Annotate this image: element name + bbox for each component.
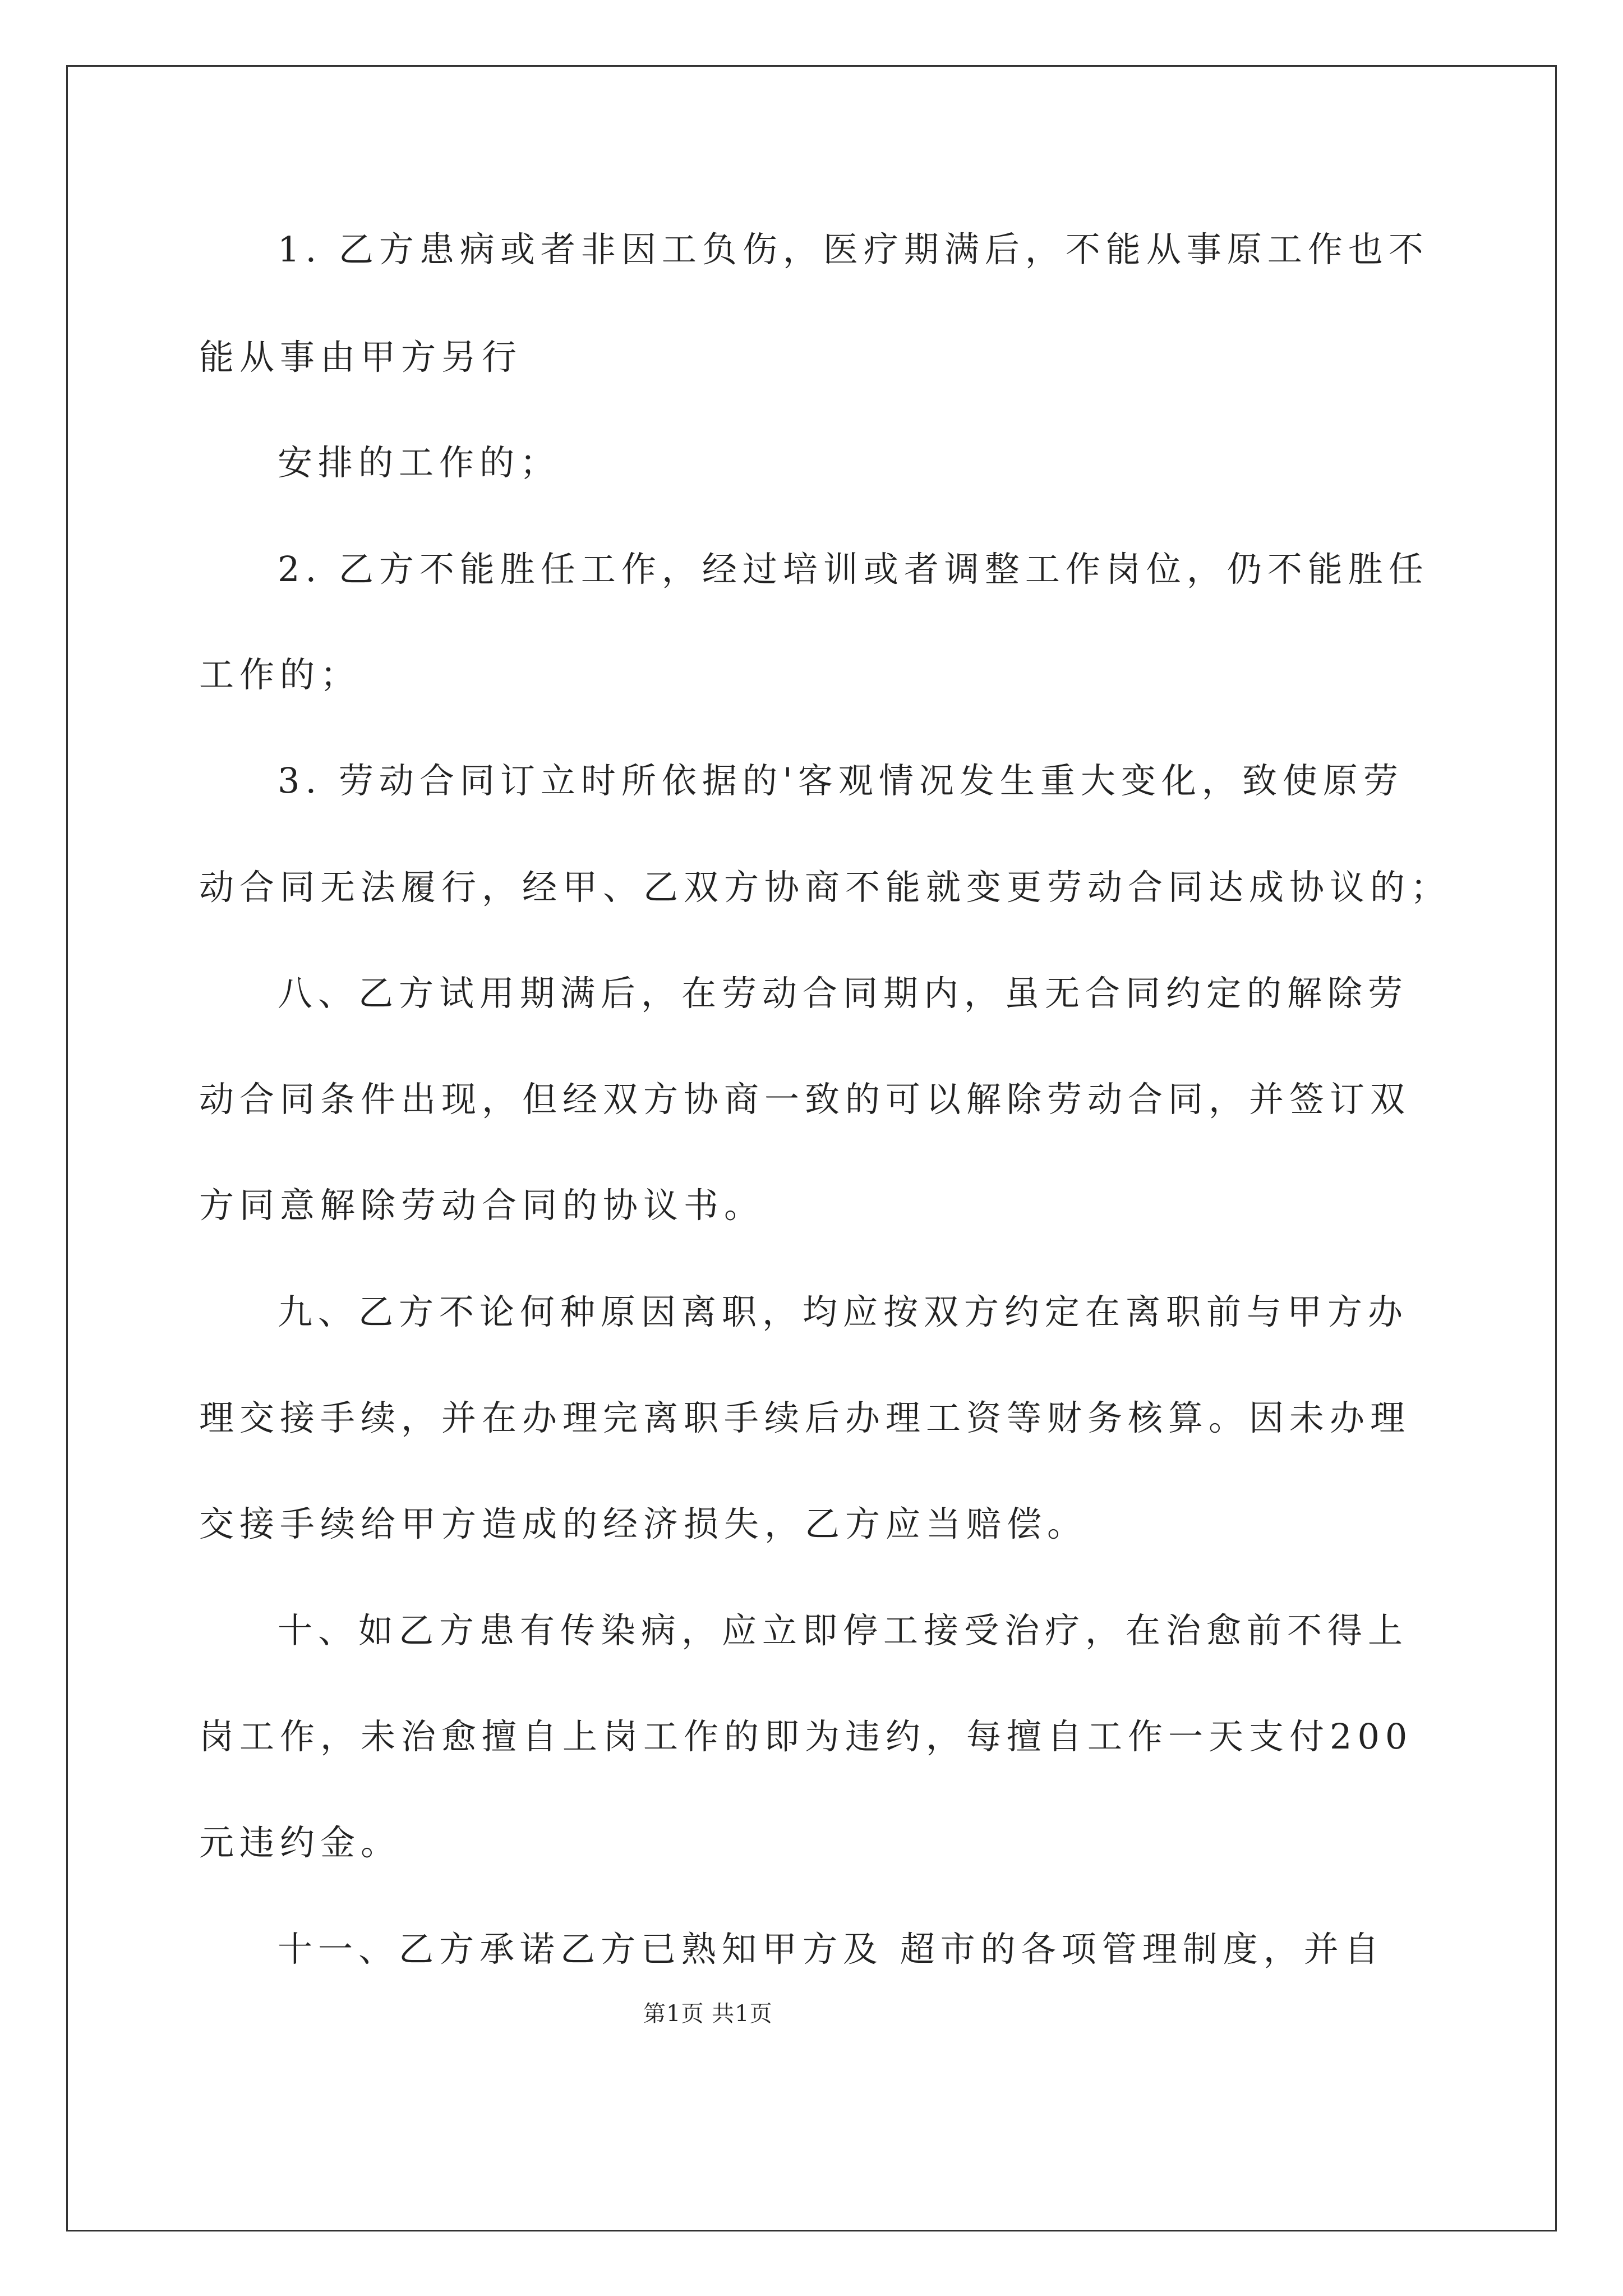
text-line: 元违约金。 <box>199 1822 402 1863</box>
page-border <box>66 65 1557 2231</box>
text-line: 十一、乙方承诺乙方已熟知甲方及 超市的各项管理制度，并自 <box>278 1929 1385 1970</box>
text-line: 岗工作，未治愈擅自上岗工作的即为违约，每擅自工作一天支付200 <box>199 1716 1413 1757</box>
text-line: 2. 乙方不能胜任工作，经过培训或者调整工作岗位，仍不能胜任 <box>278 549 1429 590</box>
text-line: 安排的工作的； <box>278 442 561 483</box>
text-line: 工作的； <box>199 654 361 695</box>
text-line: 方同意解除劳动合同的协议书。 <box>199 1185 765 1226</box>
text-line: 1. 乙方患病或者非因工负伤，医疗期满后，不能从事原工作也不 <box>278 229 1429 270</box>
text-line: 理交接手续，并在办理完离职手续后办理工资等财务核算。因未办理 <box>199 1397 1411 1438</box>
text-line: 八、乙方试用期满后，在劳动合同期内，虽无合同约定的解除劳 <box>278 973 1409 1014</box>
page-number-footer: 第1页 共1页 <box>643 2001 773 2027</box>
text-line: 3. 劳动合同订立时所依据的'客观情况发生重大变化，致使原劳 <box>278 760 1404 801</box>
text-line: 交接手续给甲方造成的经济损失，乙方应当赔偿。 <box>199 1503 1088 1544</box>
text-line: 十、如乙方患有传染病，应立即停工接受治疗，在治愈前不得上 <box>278 1610 1409 1651</box>
text-line: 九、乙方不论何种原因离职，均应按双方约定在离职前与甲方办 <box>278 1291 1409 1332</box>
text-line: 动合同无法履行，经甲、乙双方协商不能就变更劳动合同达成协议的； <box>199 867 1451 908</box>
text-line: 能从事由甲方另行 <box>199 337 523 378</box>
text-line: 动合同条件出现，但经双方协商一致的可以解除劳动合同，并签订双 <box>199 1079 1411 1120</box>
